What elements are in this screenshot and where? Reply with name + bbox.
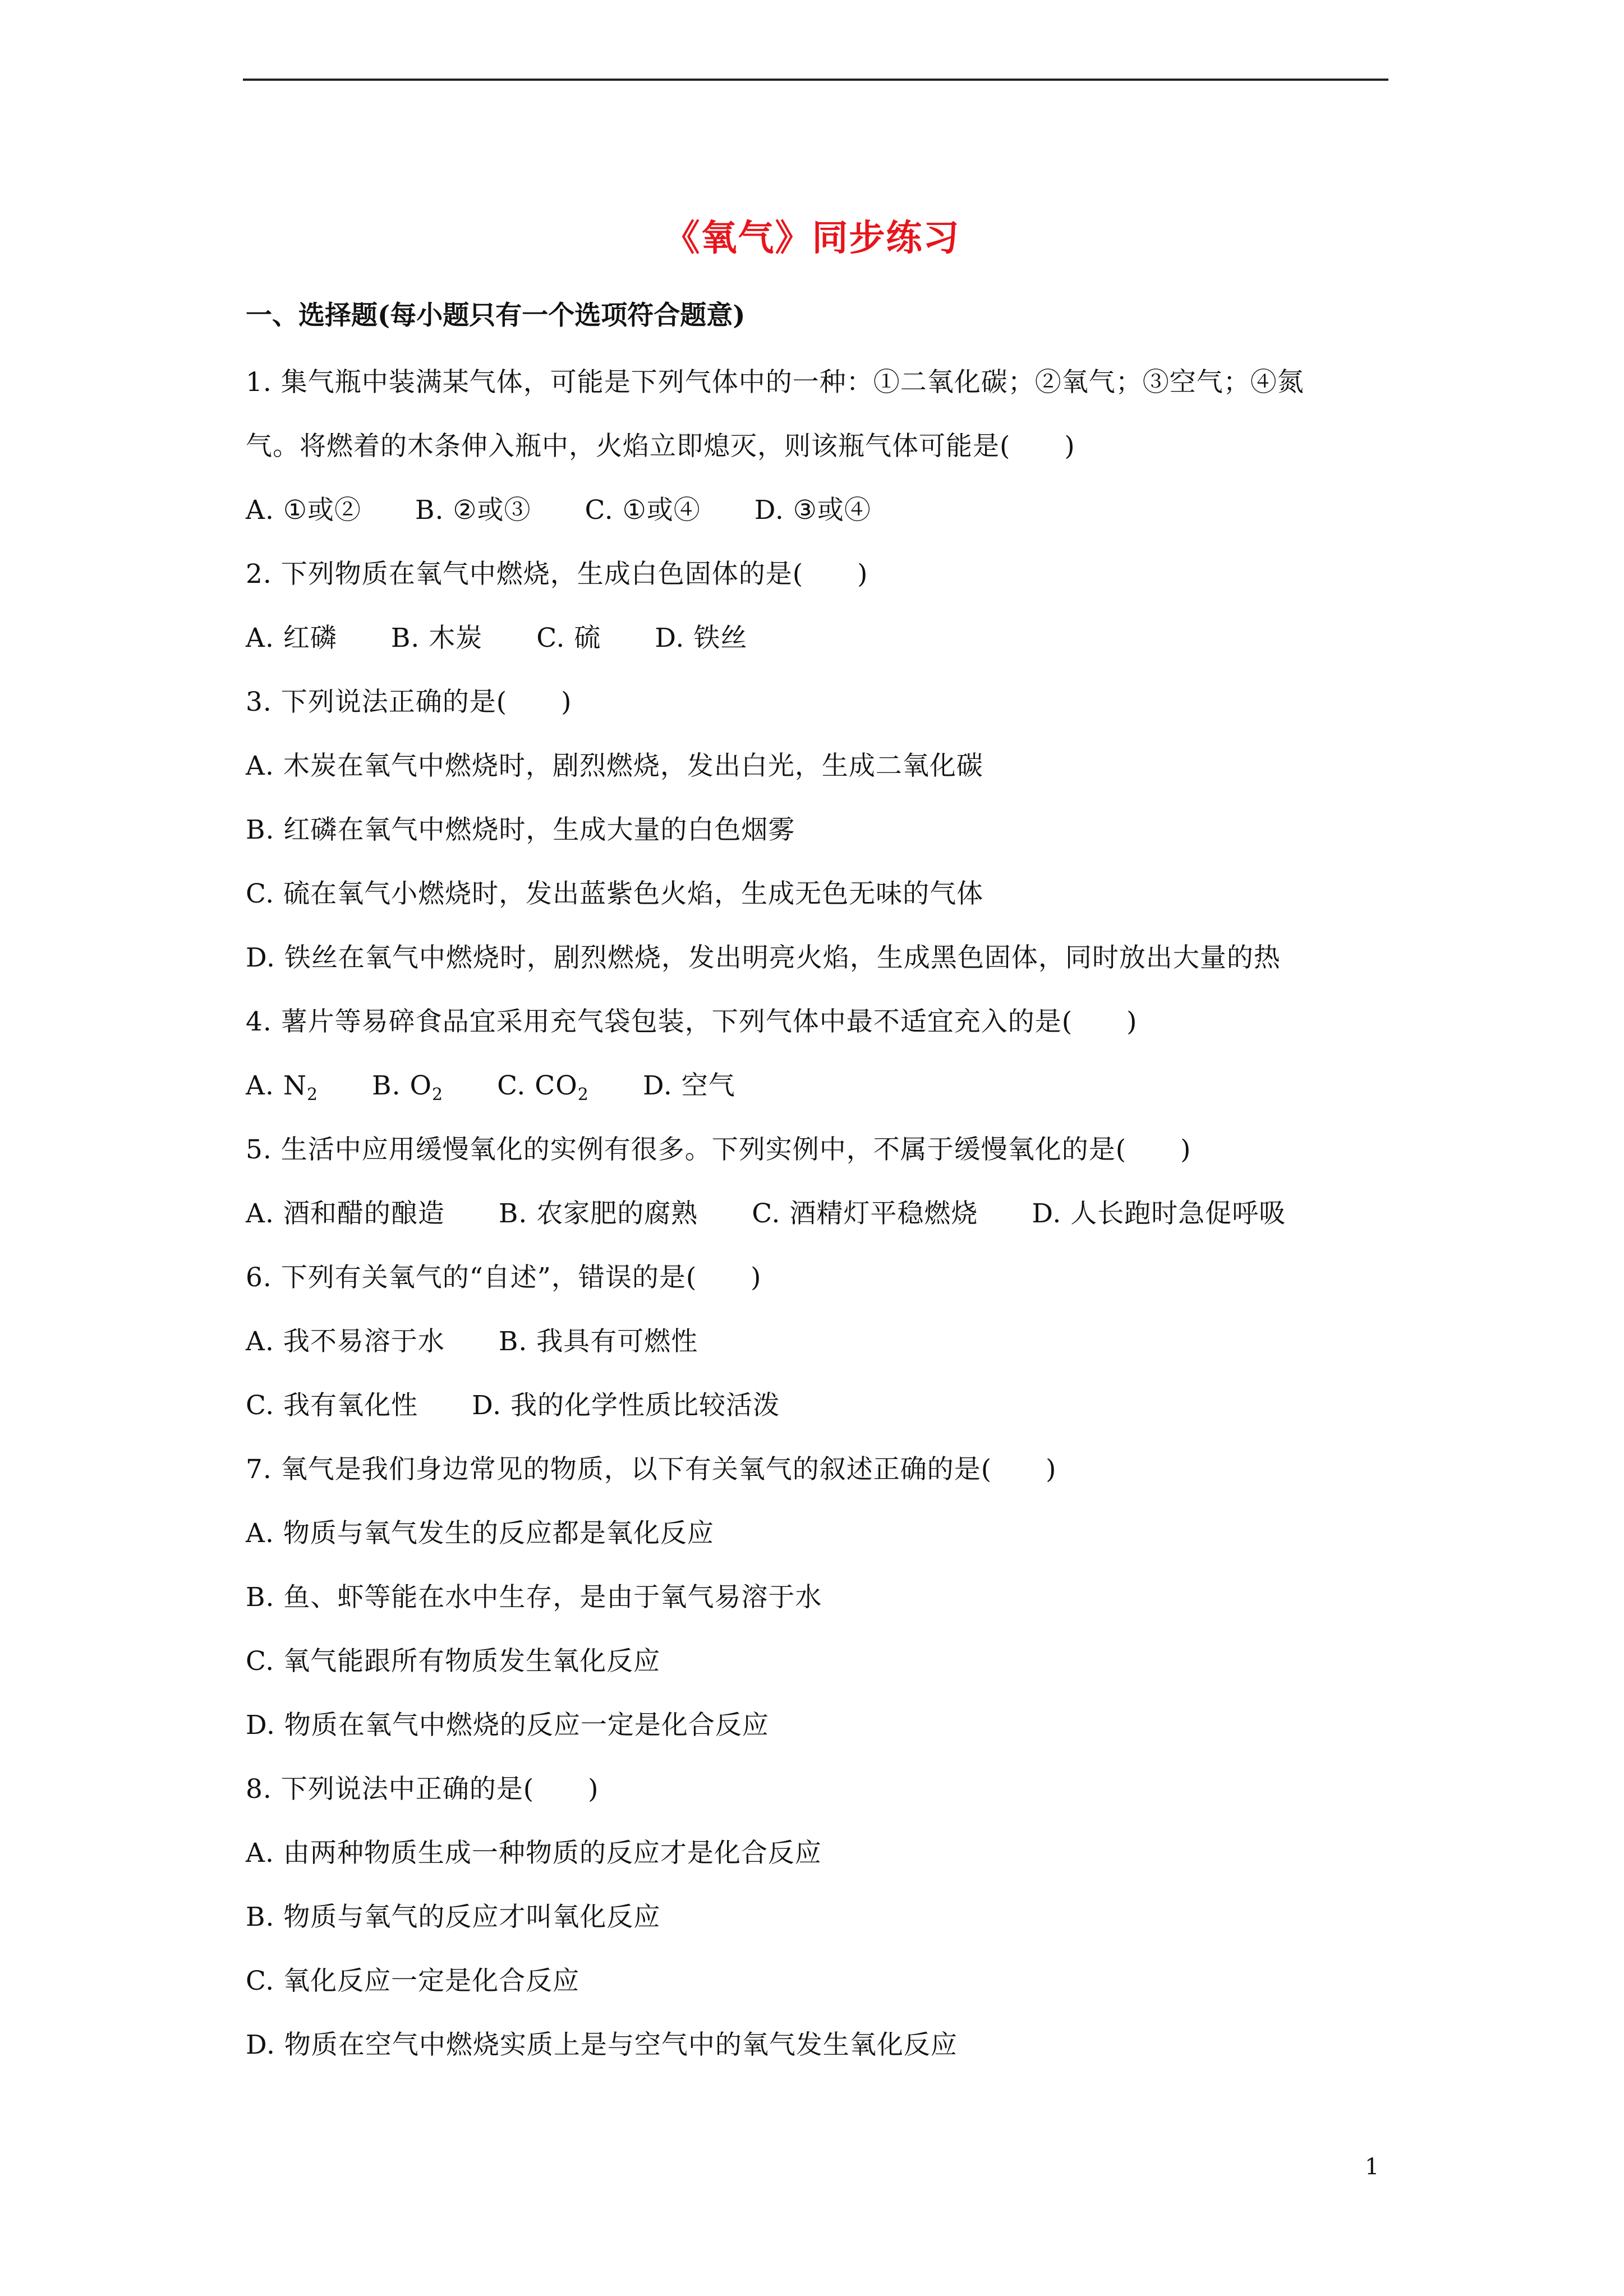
- question-7-option-a: A. 物质与氧气发生的反应都是氧化反应: [246, 1518, 714, 1549]
- question-8-option-d: D. 物质在空气中燃烧实质上是与空气中的氧气发生氧化反应: [246, 2030, 958, 2060]
- question-8-stem: 8. 下列说法中正确的是( ): [246, 1774, 599, 1805]
- question-8-option-c: C. 氧化反应一定是化合反应: [246, 1966, 580, 1996]
- question-1-options: A. ①或② B. ②或③ C. ①或④ D. ③或④: [246, 495, 871, 526]
- question-2-stem: 2. 下列物质在氧气中燃烧，生成白色固体的是( ): [246, 559, 868, 590]
- question-1-stem-line-2: 气。将燃着的木条伸入瓶中，火焰立即熄灭，则该瓶气体可能是( ): [246, 431, 1075, 462]
- question-6-options-row-1: A. 我不易溶于水 B. 我具有可燃性: [246, 1326, 698, 1357]
- question-5-options: A. 酒和醋的酿造 B. 农家肥的腐熟 C. 酒精灯平稳燃烧 D. 人长跑时急促呼吸: [246, 1198, 1286, 1229]
- question-7-stem: 7. 氧气是我们身边常见的物质，以下有关氧气的叙述正确的是( ): [246, 1454, 1057, 1485]
- question-6-options-row-2: C. 我有氧化性 D. 我的化学性质比较活泼: [246, 1390, 780, 1421]
- question-8-option-b: B. 物质与氧气的反应才叫氧化反应: [246, 1902, 661, 1932]
- question-1-stem-line-1: 1. 集气瓶中装满某气体，可能是下列气体中的一种：①二氧化碳；②氧气；③空气；④氮: [246, 367, 1304, 398]
- section-heading: 一、选择题(每小题只有一个选项符合题意): [246, 300, 746, 331]
- page-number: 1: [1365, 2154, 1379, 2180]
- question-2-options: A. 红磷 B. 木炭 C. 硫 D. 铁丝: [246, 623, 748, 654]
- question-4-option-d: D. 空气: [642, 1070, 735, 1101]
- question-7-option-c: C. 氧气能跟所有物质发生氧化反应: [246, 1646, 661, 1677]
- question-3-option-b: B. 红磷在氧气中燃烧时，生成大量的白色烟雾: [246, 815, 795, 845]
- question-4-stem: 4. 薯片等易碎食品宜采用充气袋包装，下列气体中最不适宜充入的是( ): [246, 1006, 1138, 1037]
- question-8-option-a: A. 由两种物质生成一种物质的反应才是化合反应: [246, 1838, 822, 1869]
- question-7-option-b: B. 鱼、虾等能在水中生存，是由于氧气易溶于水: [246, 1582, 822, 1613]
- question-4-option-c: C. $CO_2$: [497, 1070, 589, 1105]
- question-4-option-a: A. $N_2$: [246, 1070, 319, 1105]
- question-7-option-d: D. 物质在氧气中燃烧的反应一定是化合反应: [246, 1710, 769, 1741]
- question-3-option-d: D. 铁丝在氧气中燃烧时，剧烈燃烧，发出明亮火焰，生成黑色固体，同时放出大量的热: [246, 942, 1281, 973]
- page-title: 《氧气》同步练习: [664, 217, 960, 259]
- header-rule: [243, 79, 1388, 81]
- question-3-option-c: C. 硫在氧气小燃烧时，发出蓝紫色火焰，生成无色无味的气体: [246, 878, 984, 909]
- question-3-option-a: A. 木炭在氧气中燃烧时，剧烈燃烧，发出白光，生成二氧化碳: [246, 751, 983, 781]
- question-list: [246, 351, 1390, 2077]
- question-3-stem: 3. 下列说法正确的是( ): [246, 687, 572, 717]
- question-4-option-b: B. $O_2$: [372, 1070, 444, 1105]
- question-4-options: [246, 1054, 1390, 1118]
- question-6-stem: 6. 下列有关氧气的“自述”，错误的是( ): [246, 1262, 762, 1293]
- question-5-stem: 5. 生活中应用缓慢氧化的实例有很多。下列实例中，不属于缓慢氧化的是( ): [246, 1134, 1191, 1165]
